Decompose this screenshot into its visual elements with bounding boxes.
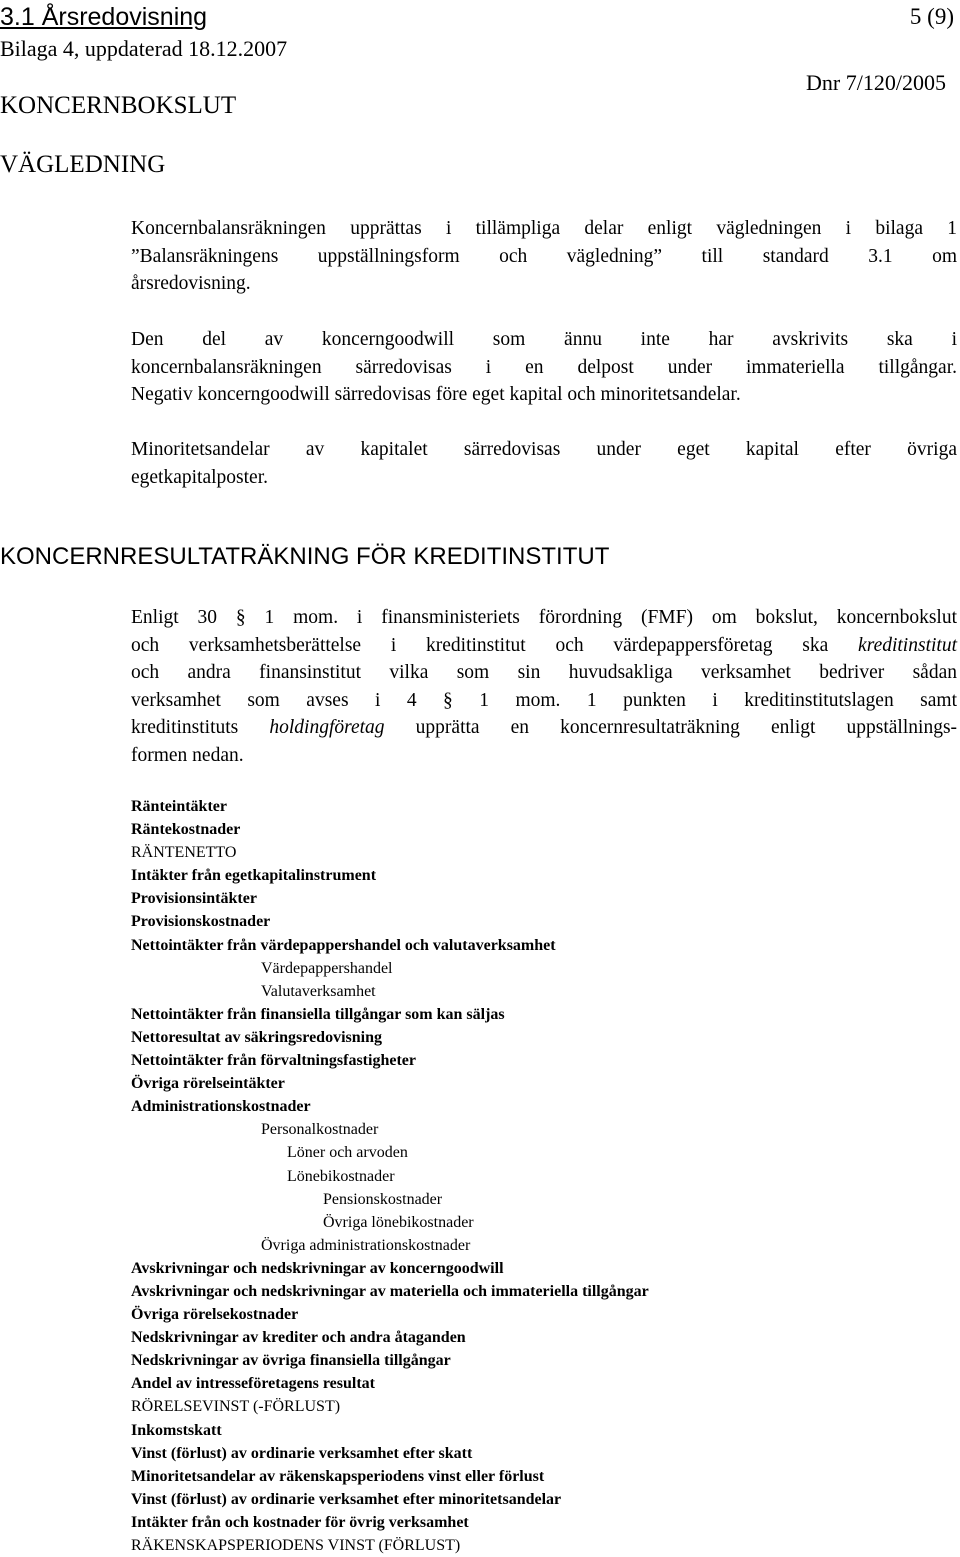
income-statement-item: Nettointäkter från värdepappershandel och valutaverksamhet xyxy=(131,936,556,954)
section-line: verksamhet som avses i 4 § 1 mom. 1 punkten i kreditinstitutslagen samt xyxy=(131,689,957,711)
section-line: formen nedan. xyxy=(131,744,244,766)
section-line-text: kreditinstituts xyxy=(131,717,239,738)
income-statement-item: Vinst (förlust) av ordinarie verksamhet efter minoritetsandelar xyxy=(131,1490,562,1508)
section-line-text: och verksamhetsberättelse i kreditinstitut och värdepappersföretag ska xyxy=(131,634,829,656)
income-statement-item: RÄNTENETTO xyxy=(131,844,237,862)
intro-p2-line: koncernbalansräkningen särredovisas i en delpost under immateriella tillgångar. xyxy=(131,356,957,378)
income-statement-item: Räntekostnader xyxy=(131,821,241,839)
income-statement-item: Provisionskostnader xyxy=(131,913,271,931)
income-statement-item: Nettointäkter från finansiella tillgångar som kan säljas xyxy=(131,1005,505,1023)
section-line: och andra finansinstitut vilka som sin huvudsakliga verksamhet bedriver sådan xyxy=(131,662,957,683)
intro-p3-line: egetkapitalposter. xyxy=(131,466,268,488)
page-number: 5 (9) xyxy=(909,4,954,29)
income-statement-item: Ränteintäkter xyxy=(131,798,227,815)
section-line xyxy=(131,632,957,660)
income-statement-item: Nedskrivningar av övriga finansiella tillgångar xyxy=(131,1352,451,1370)
intro-paragraph-1 xyxy=(131,215,957,298)
income-statement-item: Personalkostnader xyxy=(261,1121,379,1139)
income-statement-item: Värdepappershandel xyxy=(261,959,393,977)
income-statement-item: Andel av intresseföretagens resultat xyxy=(131,1375,375,1393)
intro-paragraph-3 xyxy=(131,436,957,491)
income-statement-item: Övriga rörelseintäkter xyxy=(131,1075,285,1093)
intro-p2-line: Den del av koncerngoodwill som ännu inte har avskrivits ska i xyxy=(131,329,957,350)
intro-p2-line: Negativ koncerngoodwill särredovisas före eget kapital och minoritetsandelar. xyxy=(131,384,741,405)
income-statement-item: Avskrivningar och nedskrivningar av koncerngoodwill xyxy=(131,1259,504,1277)
header-attachment: Bilaga 4, uppdaterad 18.12.2007 xyxy=(0,36,288,61)
section-line: Enligt 30 § 1 mom. i finansministeriets förordning (FMF) om bokslut, koncernbokslut xyxy=(131,607,957,628)
intro-p1-line: ”Balansräkningens uppställningsform och vägledning” till standard 3.1 om xyxy=(131,245,957,267)
header-section: 3.1 Årsredovisning xyxy=(0,3,208,31)
section-paragraph xyxy=(131,604,957,769)
income-statement-item: Nedskrivningar av krediter och andra åtaganden xyxy=(131,1329,466,1347)
income-statement-list xyxy=(131,795,649,1557)
income-statement-item: Övriga lönebikostnader xyxy=(323,1213,474,1231)
section-line-text: upprätta en koncernresultaträkning enligt uppställnings- xyxy=(415,717,958,738)
income-statement-item: RÖRELSEVINST (-FÖRLUST) xyxy=(131,1398,341,1416)
income-statement-item: Inkomstskatt xyxy=(131,1421,222,1439)
income-statement-item: Administrationskostnader xyxy=(131,1098,311,1116)
income-statement-item: Pensionskostnader xyxy=(323,1190,443,1208)
section-line xyxy=(131,714,957,742)
income-statement-item: Övriga rörelsekostnader xyxy=(131,1306,299,1324)
section-line-italic: holdingföretag xyxy=(269,717,385,738)
income-statement-item: Intäkter från och kostnader för övrig verksamhet xyxy=(131,1513,469,1531)
income-statement-item: Övriga administrationskostnader xyxy=(261,1236,471,1254)
income-statement-item: Löner och arvoden xyxy=(287,1144,408,1162)
intro-paragraph-2 xyxy=(131,326,957,409)
income-statement-item: Nettointäkter från förvaltningsfastigheter xyxy=(131,1052,416,1070)
income-statement-item: Provisionsintäkter xyxy=(131,890,257,908)
income-statement-item: Avskrivningar och nedskrivningar av materiella och immateriella tillgångar xyxy=(131,1282,649,1300)
intro-p1-line: Koncernbalansräkningen upprättas i tillämpliga delar enligt vägledningen i bilaga 1 xyxy=(131,218,957,239)
income-statement-item: Minoritetsandelar av räkenskapsperiodens vinst eller förlust xyxy=(131,1467,545,1485)
intro-p1-line: årsredovisning. xyxy=(131,273,251,294)
document-number: Dnr 7/120/2005 xyxy=(806,70,946,95)
income-statement-item: Nettoresultat av säkringsredovisning xyxy=(131,1028,382,1046)
intro-p3-line: Minoritetsandelar av kapitalet särredovisas under eget kapital efter övriga xyxy=(131,439,957,460)
section-line-italic: kreditinstitut xyxy=(858,634,957,656)
income-statement-item: Intäkter från egetkapitalinstrument xyxy=(131,867,377,885)
income-statement-item: Vinst (förlust) av ordinarie verksamhet efter skatt xyxy=(131,1444,473,1462)
income-statement-item: Valutaverksamhet xyxy=(261,982,376,1000)
income-statement-item: Lönebikostnader xyxy=(287,1167,395,1185)
section-heading: KONCERNRESULTATRÄKNING FÖR KREDITINSTITUT xyxy=(0,543,610,570)
document-title: KONCERNBOKSLUT xyxy=(0,92,237,119)
document-subtitle: VÄGLEDNING xyxy=(0,151,166,178)
income-statement-item: RÄKENSKAPSPERIODENS VINST (FÖRLUST) xyxy=(131,1537,461,1554)
